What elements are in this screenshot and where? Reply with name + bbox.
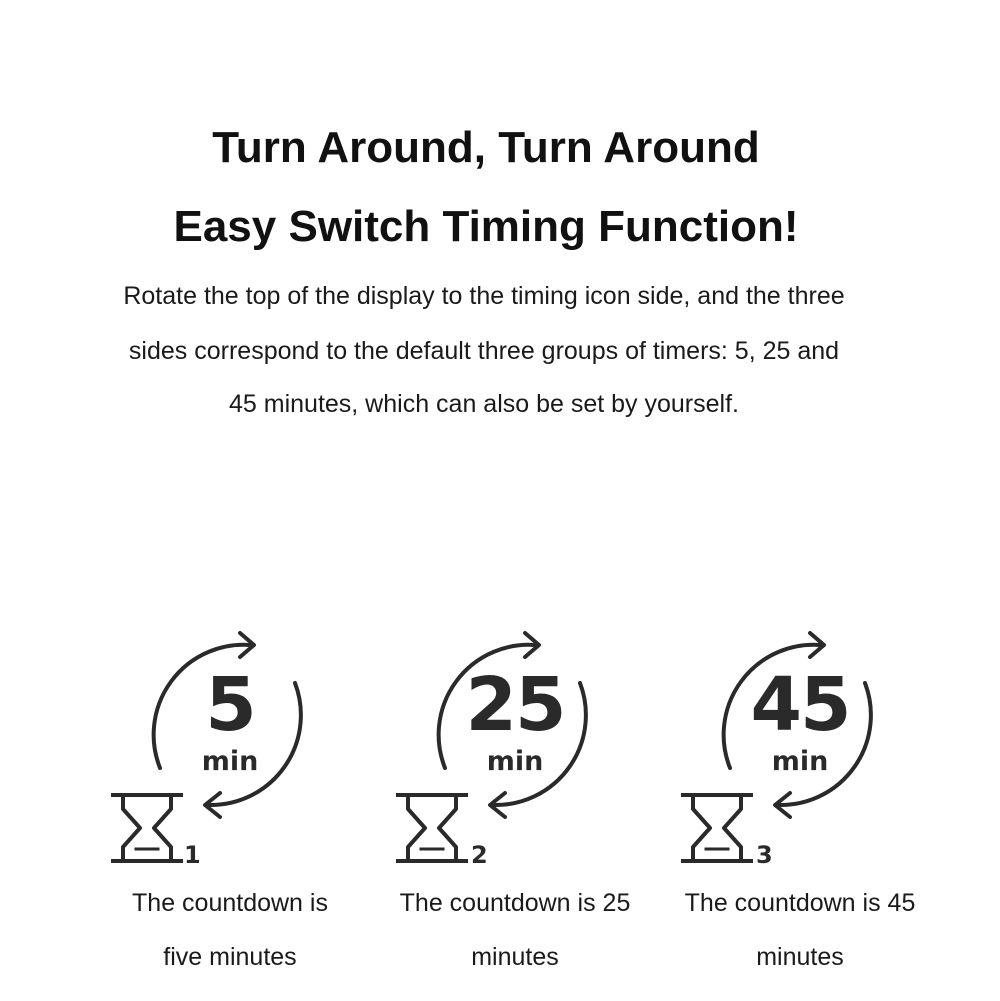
side-number: 2 bbox=[471, 841, 488, 869]
headline-line-1: Turn Around, Turn Around bbox=[212, 123, 760, 172]
timer-unit: min bbox=[771, 746, 829, 777]
description-line-2: sides correspond to the default three groups of timers: 5, 25 and bbox=[128, 337, 840, 365]
timer-caption-line-1: The countdown is 25 bbox=[399, 889, 631, 917]
timer-unit: min bbox=[201, 746, 259, 777]
timer-5-min bbox=[70, 625, 390, 1000]
hourglass-icon bbox=[683, 795, 751, 861]
timer-number: 5 bbox=[205, 662, 255, 748]
headline-line-2: Easy Switch Timing Function! bbox=[173, 202, 799, 251]
timer-caption-line-1: The countdown is 45 bbox=[684, 889, 916, 917]
timer-caption-line-1: The countdown is bbox=[132, 889, 328, 917]
side-number: 1 bbox=[184, 841, 201, 869]
timer-unit: min bbox=[486, 746, 544, 777]
timer-45-min bbox=[640, 625, 960, 1000]
timer-caption-line-2: minutes bbox=[471, 943, 559, 971]
timer-25-min bbox=[355, 625, 675, 1000]
timer-caption-line-2: minutes bbox=[756, 943, 844, 971]
side-number: 3 bbox=[756, 841, 773, 869]
timer-number: 25 bbox=[465, 662, 565, 748]
timer-number: 45 bbox=[750, 662, 850, 748]
description-line-3: 45 minutes, which can also be set by yourself. bbox=[229, 390, 739, 418]
timer-caption-line-2: five minutes bbox=[163, 943, 297, 971]
description-line-1: Rotate the top of the display to the timing icon side, and the three bbox=[123, 282, 845, 310]
hourglass-icon bbox=[113, 795, 181, 861]
hourglass-icon bbox=[398, 795, 466, 861]
